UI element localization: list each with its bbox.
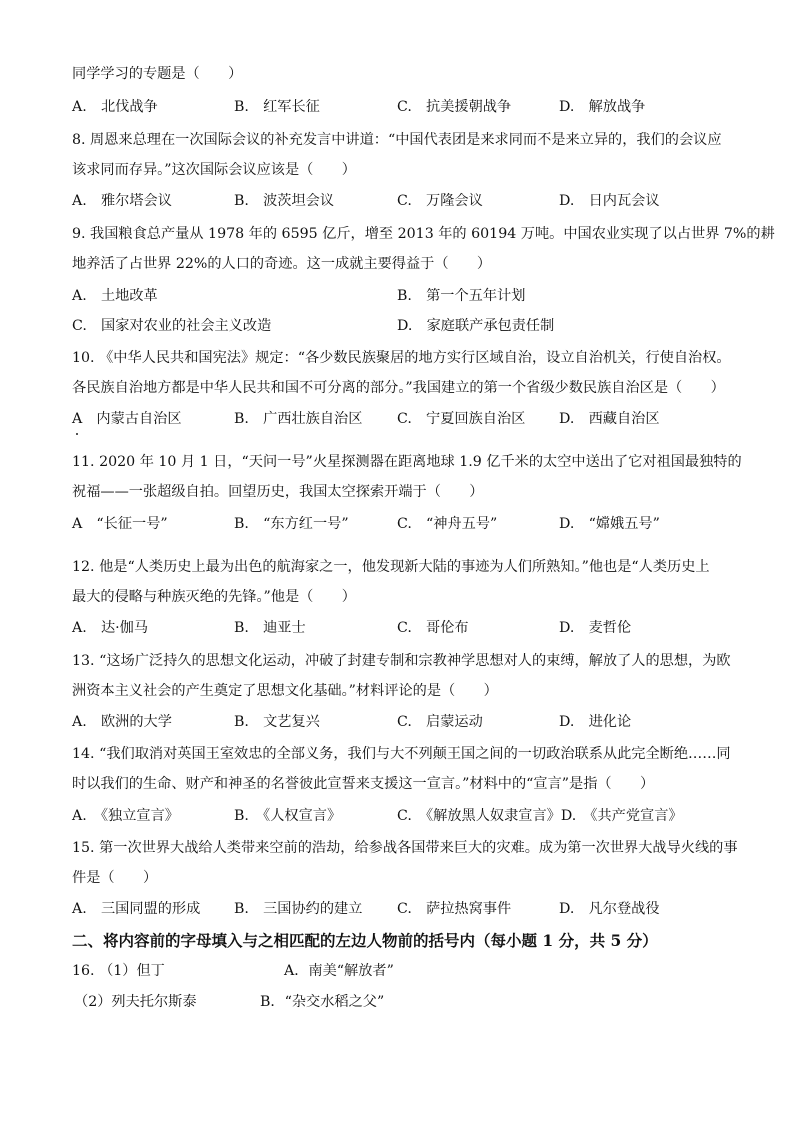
option-c: C. 万隆会议 [397,193,483,209]
option-a: A 内蒙古自治区 [72,411,182,427]
question-14-line-1: 14. “我们取消对英国王室效忠的全部义务，我们与大不列颠王国之间的一切政治联系从此完全断绝……同 [72,746,731,762]
question-8-options [72,191,722,211]
option-a: A. 达·伽马 [72,620,149,636]
option-c: C. 宁夏回族自治区 [397,411,526,427]
question-11-line-2: 祝福——一张超级自拍。回望历史，我国太空探索开端于（ ） [72,484,484,500]
question-13-options [72,712,722,732]
question-15-line-2: 件是（ ） [72,870,158,886]
option-c: C. 国家对农业的社会主义改造 [72,318,272,334]
option-d: D. 凡尔登战役 [559,901,660,917]
option-b: B. 广西壮族自治区 [234,411,363,427]
match-left-1: 16. （1）但丁 [72,963,165,979]
question-9-options-row-1 [72,286,722,306]
option-d: D. 麦哲伦 [559,620,632,636]
question-9-line-1: 9. 我国粮食总产量从 1978 年的 6595 亿斤，增至 2013 年的 60194 万吨。中国农业实现了以占世界 7%的耕 [72,226,775,242]
option-c-and-d: C. 《解放黑人奴隶宣言》D. 《共产党宣言》 [397,808,683,824]
option-d: D. 家庭联产承包责任制 [397,318,555,334]
option-c: C. 哥伦布 [397,620,469,636]
question-15-line-1: 15. 第一次世界大战给人类带来空前的浩劫，给参战各国带来巨大的灾难。成为第一次世界大战导火线的事 [72,840,738,856]
question-7-options [72,97,722,117]
option-a: A. 欧洲的大学 [72,714,172,730]
option-c: C. “神舟五号” [397,516,498,532]
question-13-line-1: 13. “这场广泛持久的思想文化运动，冲破了封建专制和宗教神学思想对人的束缚，解放了人的思想，为欧 [72,653,731,669]
option-b: B. 迪亚士 [234,620,306,636]
option-b: B. “东方红一号” [234,516,349,532]
option-d: D. 解放战争 [559,99,646,115]
question-16-row-2 [74,992,724,1012]
option-b: B. 《人权宣言》 [234,808,342,824]
option-d: D. 进化论 [559,714,632,730]
option-d: D. 日内瓦会议 [559,193,660,209]
match-right-a: A．南美“解放者” [284,963,394,979]
question-12-options [72,618,722,638]
option-a: A. 北伐战争 [72,99,158,115]
option-d: D. “嫦娥五号” [559,516,660,532]
question-15-options [72,899,722,919]
question-14-options [72,806,722,826]
question-9-options-row-2 [72,316,722,336]
question-16-row-1 [72,961,722,981]
option-b: B. 文艺复兴 [234,714,320,730]
question-10-line-2: 各民族自治地方都是中华人民共和国不可分离的部分。”我国建立的第一个省级少数民族自治区是（ ） [72,380,725,396]
stray-mark [76,433,78,435]
option-a: A. 雅尔塔会议 [72,193,172,209]
match-right-b: B．“杂交水稻之父” [260,994,385,1010]
question-13-line-2: 洲资本主义社会的产生奠定了思想文化基础。”材料评论的是（ ） [72,683,498,699]
option-b: B. 第一个五年计划 [397,288,526,304]
option-a: A. 三国同盟的形成 [72,901,201,917]
option-a: A. 《独立宣言》 [72,808,179,824]
option-a: A. 土地改革 [72,288,158,304]
question-10-options [72,409,722,429]
option-a: A “长征一号” [72,516,168,532]
option-b: B. 红军长征 [234,99,320,115]
question-7-stem: 同学学习的专题是（ ） [72,66,243,82]
option-c: C. 抗美援朝战争 [397,99,512,115]
question-12-line-2: 最大的侵略与种族灭绝的先锋。”他是（ ） [72,589,356,605]
question-14-line-2: 时以我们的生命、财产和神圣的名誉彼此宣誓来支援这一宣言。”材料中的“宣言”是指（ ） [72,776,655,792]
section-2-heading: 二、将内容前的字母填入与之相匹配的左边人物前的括号内（每小题 1 分，共 5 分） [72,931,658,950]
question-9-line-2: 地养活了占世界 22%的人口的奇迹。这一成就主要得益于（ ） [72,256,492,272]
question-11-options [72,514,722,534]
option-c: C. 萨拉热窝事件 [397,901,512,917]
question-11-line-1: 11. 2020 年 10 月 1 日，“天问一号”火星探测器在距离地球 1.9 亿千米的太空中送出了它对祖国最独特的 [72,454,742,470]
option-b: B. 三国协约的建立 [234,901,363,917]
question-8-line-2: 该求同而存异。”这次国际会议应该是（ ） [72,162,356,178]
option-d: D. 西藏自治区 [559,411,660,427]
option-c: C. 启蒙运动 [397,714,483,730]
match-left-2: （2）列夫托尔斯泰 [74,994,197,1010]
question-8-line-1: 8. 周恩来总理在一次国际会议的补充发言中讲道：“中国代表团是来求同而不是来立异的，我们的会议应 [72,132,722,148]
question-10-line-1: 10. 《中华人民共和国宪法》规定：“各少数民族聚居的地方实行区域自治，设立自治机关，行使自治权。 [72,350,731,366]
question-12-line-1: 12. 他是“人类历史上最为出色的航海家之一，他发现新大陆的事迹为人们所熟知。”他也是“人类历史上 [72,559,710,575]
option-b: B. 波茨坦会议 [234,193,335,209]
